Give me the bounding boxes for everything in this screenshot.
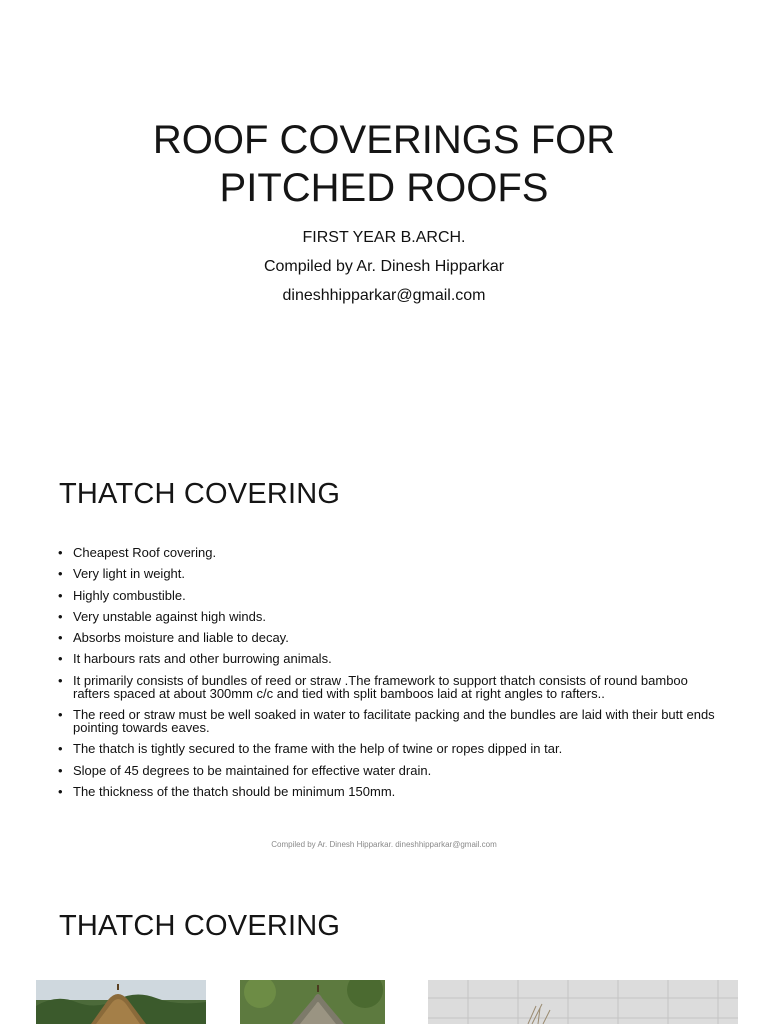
thatch-detail-photo (428, 980, 738, 1024)
thatched-hut-photo-2 (240, 980, 385, 1024)
slide-subtitle: FIRST YEAR B.ARCH. (302, 229, 466, 246)
slide-heading: THATCH COVERING (59, 910, 341, 942)
slide-title-line2: PITCHED ROOFS (219, 166, 549, 210)
bullet-item: • The thickness of the thatch should be minimum 150mm. (58, 785, 718, 798)
bullet-item: • Slope of 45 degrees to be maintained for effective water drain. (58, 764, 718, 777)
slide-title-line1: ROOF COVERINGS FOR (152, 118, 616, 162)
bullet-item: • Very unstable against high winds. (58, 610, 718, 623)
thatch-covering-photos-slide (0, 860, 768, 1024)
bullet-item: • Very light in weight. (58, 567, 718, 580)
thatch-covering-slide (0, 440, 768, 860)
bullet-item: • It primarily consists of bundles of reed or straw .The framework to support thatch consists of round bamboo rafters spaced at about 300mm c/c and tied with split bamboos laid at right angles to rafters.. (58, 674, 718, 700)
author-email: dineshhipparkar@gmail.com (282, 287, 486, 304)
slide-title (0, 116, 768, 212)
bullet-item: • The thatch is tightly secured to the frame with the help of twine or ropes dipped in tar. (58, 742, 718, 755)
bullet-item: • It harbours rats and other burrowing animals. (58, 652, 718, 665)
thatched-hut-photo-1 (36, 980, 206, 1024)
compiled-by-text: Compiled by Ar. Dinesh Hipparkar (263, 258, 505, 275)
bullet-item: • Highly combustible. (58, 589, 718, 602)
slide-footer: Compiled by Ar. Dinesh Hipparkar. dineshhipparkar@gmail.com (271, 840, 497, 849)
bullet-item: • Absorbs moisture and liable to decay. (58, 631, 718, 644)
bullet-item: • The reed or straw must be well soaked in water to facilitate packing and the bundles are laid with their butt ends pointing towards eaves. (58, 708, 718, 734)
title-slide (0, 0, 768, 440)
bullet-item: • Cheapest Roof covering. (58, 546, 718, 559)
slide-heading: THATCH COVERING (59, 478, 341, 510)
bullet-list (58, 546, 718, 806)
